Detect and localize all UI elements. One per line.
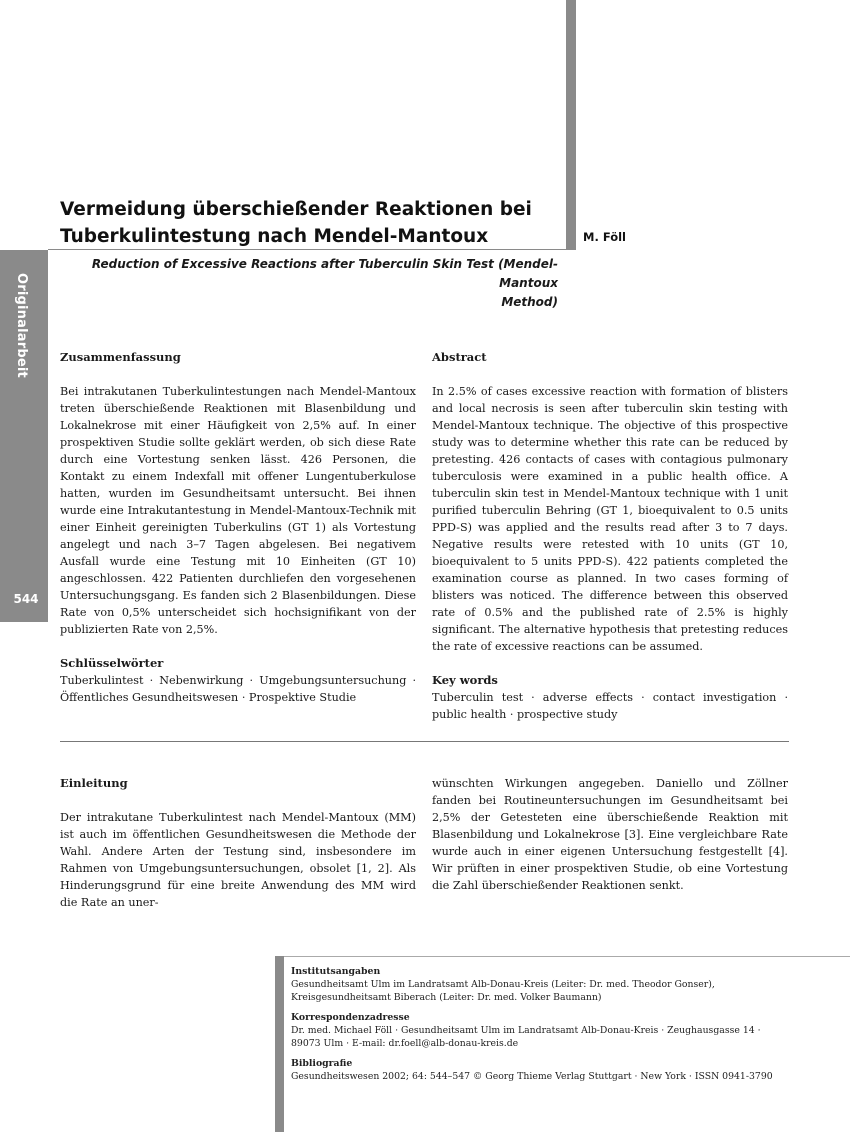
page-number: 544 — [13, 592, 39, 606]
einleitung-left — [60, 775, 416, 911]
article-type-label: Originalarbeit — [14, 273, 29, 378]
einleitung-heading: Einleitung — [60, 776, 128, 790]
institut-block — [291, 965, 791, 1004]
einleitung-text-left: Der intrakutane Tuberkulintest nach Mendel-Mantoux (MM) ist auch im öffentlichen Gesundheitswesen die Methode der Wahl. Andere Arten der Testung sind, insbesondere im Rahmen von Umgebungsuntersuchungen, obsolet [1, 2]. Als Hinderungsgrund für eine breite Anwendung des MM wird die Rate an uner- — [60, 811, 416, 909]
schluesselwoerter-heading: Schlüsselwörter — [60, 656, 164, 670]
author: M. Föll — [583, 230, 626, 244]
institut-heading: Institutsangaben — [291, 966, 381, 977]
section-divider — [60, 741, 789, 742]
info-box — [291, 965, 791, 1090]
abstract-text: In 2.5% of cases excessive reaction with formation of blisters and local necrosis is seen after tuberculin skin testing with Mendel-Mantoux technique. The objective of this prospective study was to determine whether this rate can be reduced by pretesting. 426 contacts of cases with contagious pulmonary tuberculosis were examined in a public health office. A tuberculin skin test in Mendel-Mantoux technique with 1 unit purified tuberculin Behring (GT 1, bioequivalent to 0.5 units PPD-S) was applied and the results read after 3 to 7 days. Negative results were retested with 10 units (GT 10, bioequivalent to 5 units PPD-S). 422 patients completed the examination course as planned. In two cases forming of blisters was noticed. The difference between this observed rate of 0.5% and the published rate of 2.5% is highly significant. The alternative hypothesis that pretesting reduces the rate of excessive reactions can be assumed. — [432, 385, 788, 653]
keywords-text: Tuberculin test · adverse effects · contact investigation · public health · prospective study — [432, 691, 788, 721]
bibliografie-block — [291, 1057, 791, 1083]
subtitle-line-2: Method) — [501, 295, 558, 309]
english-subtitle — [60, 255, 558, 312]
einleitung-right — [432, 775, 788, 894]
abstract-section — [432, 349, 788, 723]
schluesselwoerter-text: Tuberkulintest · Nebenwirkung · Umgebungsuntersuchung · Öffentliches Gesundheitswesen · Prospektive Studie — [60, 674, 416, 704]
top-vertical-bar — [566, 0, 576, 250]
abstract-heading: Abstract — [432, 350, 487, 364]
zusammenfassung-text: Bei intrakutanen Tuberkulintestungen nach Mendel-Mantoux treten überschießende Reaktionen mit Blasenbildung und Lokalnekrose mit einer Häufigkeit von 2,5% auf. In einer prospektiven Studie sollte geklärt werden, ob sich diese Rate durch eine Vortestung senken lässt. 426 Personen, die Kontakt zu einem Indexfall mit offener Lungentuberkulose hatten, wurden im Gesundheitsamt untersucht. Bei ihnen wurde eine Intrakutantestung in Mendel-Mantoux-Technik mit einer Einheit gereinigten Tuberkulins (GT 1) als Vortestung angelegt und nach 3–7 Tagen abgelesen. Bei negativem Ausfall wurde eine Testung mit 10 Einheiten (GT 10) angeschlossen. 422 Patienten durchliefen den vorgesehenen Untersuchungsgang. Es fanden sich 2 Blasenbildungen. Diese Rate von 0,5% unterscheidet sich hochsignifikant von der publizierten Rate von 2,5%. — [60, 385, 416, 636]
institut-text: Gesundheitsamt Ulm im Landratsamt Alb-Donau-Kreis (Leiter: Dr. med. Theodor Gonser), Kreisgesundheitsamt Biberach (Leiter: Dr. med. Volker Baumann) — [291, 979, 715, 1003]
subtitle-line-1: Reduction of Excessive Reactions after Tuberculin Skin Test (Mendel-Mantoux — [91, 257, 558, 290]
info-rule — [284, 956, 850, 957]
article-title — [60, 196, 560, 250]
einleitung-text-right: wünschten Wirkungen angegeben. Daniello und Zöllner fanden bei Routineuntersuchungen im Gesundheitsamt bei 2,5% der Getesteten eine überschießende Reaktion mit Blasenbildung und Lokalnekrose [3]. Eine vergleichbare Rate wurde auch in einer eigenen Untersuchung festgestellt [4]. Wir prüften in einer prospektiven Studie, ob eine Vortestung die Zahl überschießender Reaktionen senkt. — [432, 777, 788, 892]
title-line-2: Tuberkulintestung nach Mendel-Mantoux — [60, 226, 489, 247]
bibliografie-text: Gesundheitswesen 2002; 64: 544–547 © Georg Thieme Verlag Stuttgart · New York · ISSN 0941-3790 — [291, 1071, 773, 1082]
info-bar — [275, 956, 284, 1132]
keywords-heading: Key words — [432, 673, 498, 687]
title-line-1: Vermeidung überschießender Reaktionen bei — [60, 199, 532, 220]
korrespondenz-heading: Korrespondenzadresse — [291, 1012, 410, 1023]
bibliografie-heading: Bibliografie — [291, 1058, 353, 1069]
korrespondenz-text: Dr. med. Michael Föll · Gesundheitsamt Ulm im Landratsamt Alb-Donau-Kreis · Zeughausgasse 14 · 89073 Ulm · E-mail: dr.foell@alb-donau-kreis.de — [291, 1025, 761, 1049]
korrespondenz-block — [291, 1011, 791, 1050]
zusammenfassung-heading: Zusammenfassung — [60, 350, 181, 364]
zusammenfassung-section — [60, 349, 416, 706]
